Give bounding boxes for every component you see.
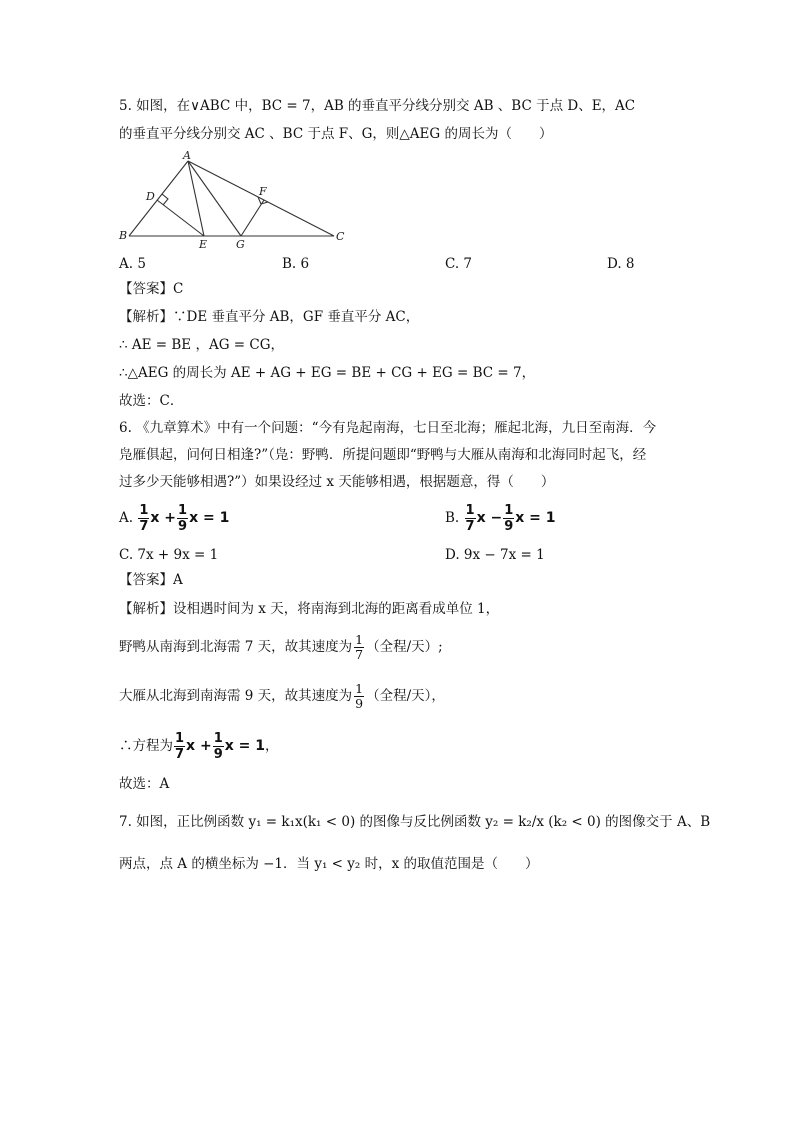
q6-option-c: C. 7x + 9x = 1 [119,547,219,563]
q5-option-c: C. 7 [445,256,473,272]
q6-analysis-1: 【解析】设相遇时间为 x 天，将南海到北海的距离看成单位 1， [119,601,500,617]
triangle-figure [113,150,353,250]
q6-answer: 【答案】A [119,572,183,588]
label-A: A [183,150,191,162]
label-B: B [119,229,128,242]
fraction: $\frac{1}{9}$ [178,503,188,534]
fraction: $\frac{1}{7}$ [139,503,149,534]
label-C: C [336,230,345,243]
q7-stem-line2: 两点，点 A 的横坐标为 −1．当 y₁ < y₂ 时，x 的取值范围是（ ） [119,856,539,872]
q6-analysis-3: 大雁从北海到南海需 9 天，故其速度为 $\frac{1}{9}$ （全程/天）， [119,680,445,711]
q6-option-b: B. $\frac{1}{7}$ x − $\frac{1}{9}$ x = 1 [445,503,556,534]
label-D: D [146,190,155,203]
q6-analysis-2: 野鸭从南海到北海需 7 天，故其速度为 $\frac{1}{7}$ （全程/天）; [119,631,443,662]
fraction: $\frac{1}{9}$ [355,680,364,711]
q5-stem-line1: 5. 如图，在∨ABC 中，BC = 7，AB 的垂直平分线分别交 AB 、BC 于点 D、E，AC [119,98,636,114]
q6-stem-line3: 过多少天能够相遇?”）如果设经过 x 天能够相遇，根据题意，得（ ） [119,474,555,490]
q6-stem-line1: 6. 《九章算术》中有一个问题：“今有凫起南海，七日至北海；雁起北海，九日至南海．今 [119,420,657,436]
fraction: $\frac{1}{7}$ [465,503,475,534]
q5-option-b: B. 6 [282,256,310,272]
fraction: $\frac{1}{9}$ [213,731,223,762]
q6-choose: 故选：A [119,776,170,792]
q6-analysis-4: ∴方程为 $\frac{1}{7}$ x + $\frac{1}{9}$ x = 1， [119,731,279,762]
q5-option-a: A. 5 [119,256,146,272]
q5-choose: 故选：C． [119,393,184,409]
q7-stem-line1: 7. 如图，正比例函数 y₁ = k₁x(k₁ < 0) 的图像与反比例函数 y₂ = k₂/x (k₂ < 0) 的图像交于 A、B [119,814,711,830]
q6-option-d: D. 9x − 7x = 1 [445,547,545,563]
q5-analysis-3: ∴△AEG 的周长为 AE + AG + EG = BE + CG + EG = BC = 7， [119,365,536,381]
q5-option-d: D. 8 [607,256,635,272]
fraction: $\frac{1}{7}$ [175,731,185,762]
q5-answer: 【答案】C [119,281,184,297]
q6-option-a: A. $\frac{1}{7}$ x + $\frac{1}{9}$ x = 1 [119,503,230,534]
label-E: E [199,238,208,250]
fraction: $\frac{1}{7}$ [355,631,364,662]
q5-analysis-2: ∴ AE = BE ，AG = CG， [119,337,284,353]
q5-stem-line2: 的垂直平分线分别交 AC 、BC 于点 F、G，则△AEG 的周长为（ ） [119,126,553,142]
fraction: $\frac{1}{9}$ [504,503,514,534]
q6-stem-line2: 凫雁俱起，问何日相逢?”（凫：野鸭．所提问题即“野鸭与大雁从南海和北海同时起飞，经 [119,447,647,463]
label-G: G [236,238,245,250]
label-F: F [259,185,267,198]
q5-analysis-1: 【解析】∵DE 垂直平分 AB，GF 垂直平分 AC， [119,309,420,325]
